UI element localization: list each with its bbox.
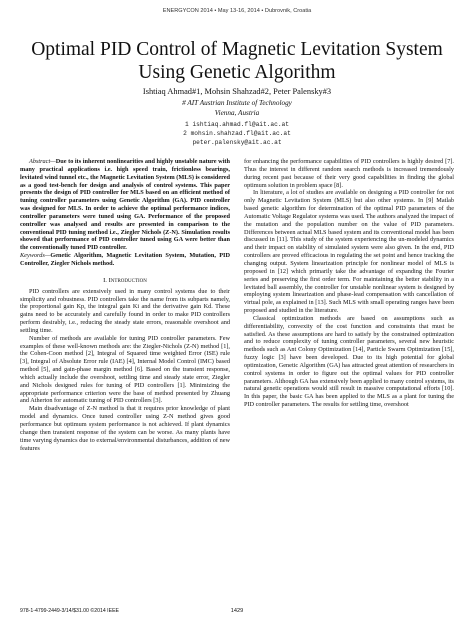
paragraph: Number of methods are available for tuning PID controller parameters. Few examples of these well-known methods are: the Ziegler-Nichols (Z-N) method [1], the Cohen-Coon method [2], Integral of Squared time weighted Error (ISE) rule [3], Integral of Absolute Error rule (IAE) [4], Internal Model Control (IMC) based method [5], and gain-phase margin method [6]. Based on the transient response, which actually include the overshoot, settling time and steady state error, Ziegler and Nichols designed rules for tuning of PID controllers [1]. Minimizing the appropriate performance criterion were the base of method presented by Zhuang and Atherton for automatic tuning of PID controllers [3]. xyxy=(20,334,230,405)
abstract-text: Due to its inherent nonlinearities and highly unstable nature with many practical applications i.e. high speed train, frictionless bearings, levitated wind tunnel etc., the Magnetic Levitation System (MLS) is considered as a good test-bench for design and analysis of control systems. This paper presents the design of PID controller for MLS based on an efficient method of tuning controller parameters using Genetic Algorithm (GA). PID controller was designed for MLS. In order to achieve the optimal performance indices, controller parameters were tuned using GA. Performance of the proposed controller was analysed and results are presented in comparison to the conventional PID tuning method i.e., Ziegler Nichols (Z-N). Simulation results showed that performance of PID controller tuned using GA were better than the conventionally tuned PID controller. xyxy=(20,158,230,252)
keywords-text: Genetic Algorithm, Magnetic Levitation System, Mutation, PID Controller, Ziegler Nichols method. xyxy=(20,252,230,267)
section-heading-introduction: I. Introduction xyxy=(103,276,147,284)
email-1: 1 ishtiaq.ahmad.fl@ait.ac.at xyxy=(185,121,289,128)
conference-header: ENERGYCON 2014 • May 13-16, 2014 • Dubrovnik, Croatia xyxy=(162,8,312,14)
page-number: 1429 xyxy=(230,608,244,614)
author-emails xyxy=(0,120,474,147)
paragraph: Main disadvantage of Z-N method is that it requires prior knowledge of plant model and dynamics. Once tuned controller using Z-N method gives good performance but optimum system performance is not achieved. If plant dynamics change then transient response of the system can be worse. As many plants have time varying dynamics due to external/environmental disturbances, addition of new features xyxy=(20,405,230,452)
email-2: 2 mohsin.shahzad.fl@ait.ac.at xyxy=(183,130,291,137)
email-3: peter.palensky@ait.ac.at xyxy=(192,139,282,146)
right-column xyxy=(244,158,454,409)
abstract-label: Abstract— xyxy=(29,158,56,165)
left-column xyxy=(20,158,230,452)
title-line-2: Using Genetic Algorithm xyxy=(138,62,336,83)
affiliation-city: Vienna, Austria xyxy=(214,109,260,117)
affiliation-institute: # AIT Austrian Institute of Technology xyxy=(182,99,292,107)
abstract xyxy=(20,158,230,252)
paper-title xyxy=(20,38,454,84)
affiliation xyxy=(0,98,474,118)
isbn-footer: 978-1-4799-2449-3/14/$31.00 ©2014 IEEE xyxy=(20,608,120,614)
author-list: Ishtiaq Ahmad#1, Mohsin Shahzad#2, Peter Palensky#3 xyxy=(142,87,332,96)
paragraph: PID controllers are extensively used in many control systems due to their simplicity and robustness. PID controllers take the name from its subparts namely, the proportional gain Kp, the integral gain Ki and the derivative gain Kd. These gains need to be accurately and carefully found in order to make PID controllers perform desirably, i.e., reducing the steady state errors, reasonable overshoot and settling time. xyxy=(20,287,230,334)
keywords xyxy=(20,252,230,268)
keywords-label: Keywords— xyxy=(20,252,51,260)
paragraph: In literature, a lot of studies are available on designing a PID controller for not only Magnetic Levitation System (MLS) but also other systems. In [9] Matlab based genetic algorithm for determination of the optimal PID parameters of the Automatic Voltage Regulator systems was used. The authors analyzed the impact of the mutation and the population number on the value of PID parameters. Differences between actual MLS based system and its conventional model has been discussed in [11]. This study of the system experiencing the un-modeled dynamics and their impact on stability of simulated system were also given. In the end, PID controllers are proved efficacious in regulating the set point and hence tracking the changing output. System linearization principle for nonlinear model of MLS is proposed in [12] which primarily take the advantage of expanding the Fourier series and preserving the first order term. For maintaining the better stability in a levitated ball assembly, the controller for unstable nonlinear system is designed by employing system linearization and phase-lead compensation with cancellation of virtual pole, as explained in [13]. Such MLS with small operating ranges have been proposed and studied in the literature. xyxy=(244,189,454,315)
paragraph: for enhancing the performance capabilities of PID controllers is highly desired [7]. Thus the interest in different random search methods is increased tremendously during recent past because of their very good capabilities in finding the global optimum solution in problem space [8]. xyxy=(244,158,454,189)
title-line-1: Optimal PID Control of Magnetic Levitation System xyxy=(31,39,443,60)
paragraph: Classical optimization methods are based on assumptions such as differentiability, convexity of the cost function and constraints that must be satisfied. As these assumptions are hard to satisfy by the constrained optimization and to reduce complexity of tuning controller parameters, several new heuristic methods such as Ant Colony Optimization [14], Particle Swarm Optimization [15], fuzzy logic [3] have been developed. Due to its high potential for global optimization, Genetic Algorithm (GA) has attracted great attention of researchers in control systems in order to figure out the optimal values for PID controller parameters. Although GA has extensively been applied to many control systems, its natural genetic operations would still result in massive computational efforts [10]. In this paper, the basic GA has been applied to the MLS as a plant for tuning the PID controller parameters. The results for settling time, overshoot xyxy=(244,314,454,409)
